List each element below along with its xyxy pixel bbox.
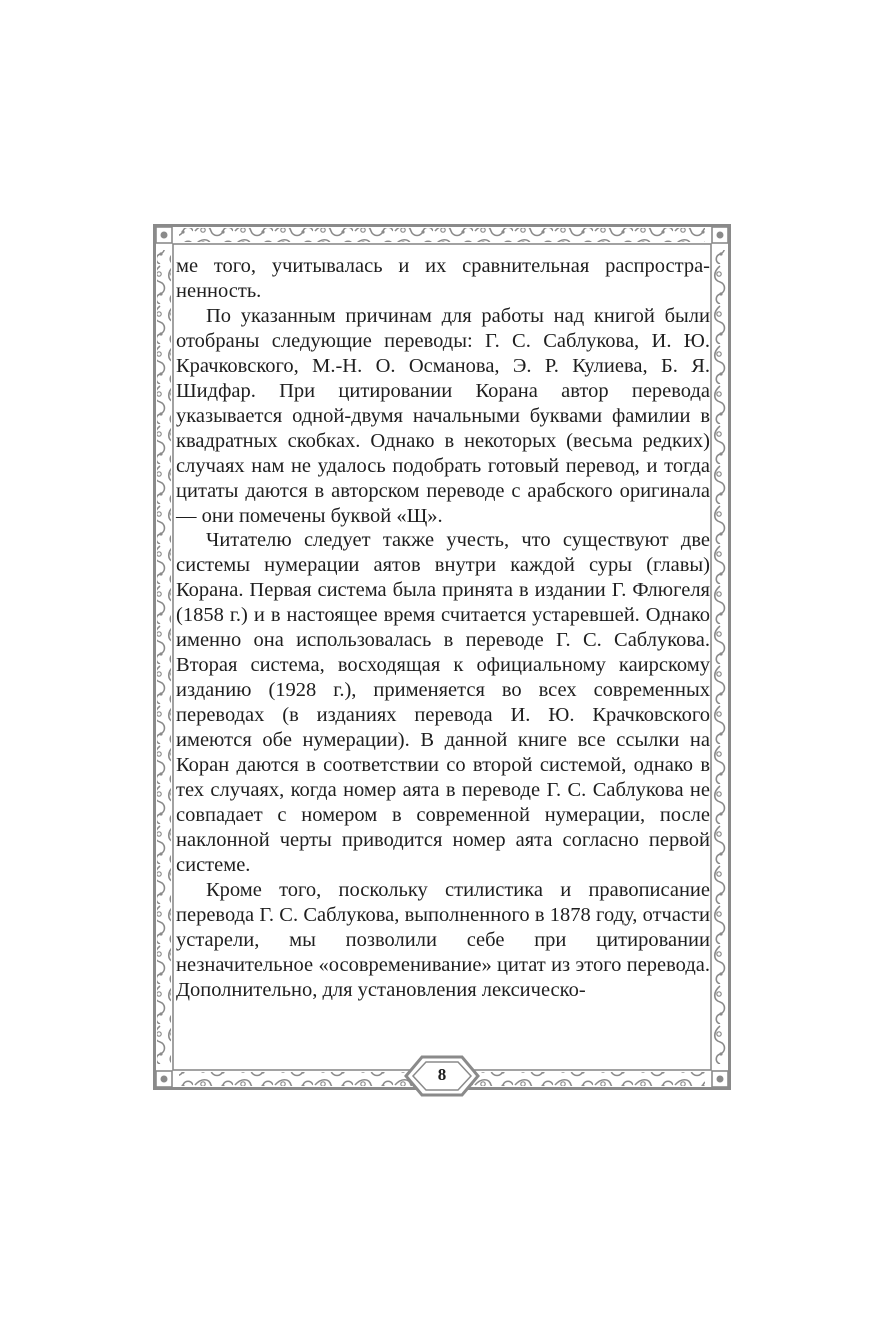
page-body-text [176,254,710,1003]
paragraph-2: По указанным причинам для работы над книгой были отобраны следующие переводы: Г. С. Саблукова, И. Ю. Крачковского, М.-Н. О. Османова, Э. Р. Кулиева, Б. Я. Шидфар. При цитировании Корана автор перевода указывается одной-двумя начальными буквами фамилии в квадратных скобках. Однако в некоторых (весьма редких) случаях нам не удалось подобрать готовый перевод, и тогда цитаты даются в авторском переводе с арабского оригинала — они помечены буквой «Щ». [176,304,710,527]
paragraph-1: ме того, учитывалась и их сравнительная распространенность. [176,255,710,302]
page-number: 8 [437,1065,447,1084]
paragraph-4: Кроме того, поскольку стилистика и правописание перевода Г. С. Саблукова, выполненного в 1878 году, отчасти устарели, мы позволили себе при цитировании незначительное «осовременивание» цитат из этого перевода. Дополнительно, для установления лексическо- [176,878,710,1001]
paragraph-3: Читателю следует также учесть, что существуют две системы нумерации аятов внутри каждой суры (главы) Корана. Первая система была принята в издании Г. Флюгеля (1858 г.) и в настоящее время считается устаревшей. Однако именно она использовалась в переводе Г. С. Саблукова. Вторая система, восходящая к официальному каирскому изданию (1928 г.), применяется во всех современных переводах (в изданиях перевода И. Ю. Крачковского имеются обе нумерации). В данной книге все ссылки на Коран даются в соответствии со второй системой, однако в тех случаях, когда номер аята в переводе Г. С. Саблукова не совпадает с номером в современной нумерации, после наклонной черты приводится номер аята согласно первой системе. [176,529,710,876]
page-number-badge [404,1054,480,1098]
